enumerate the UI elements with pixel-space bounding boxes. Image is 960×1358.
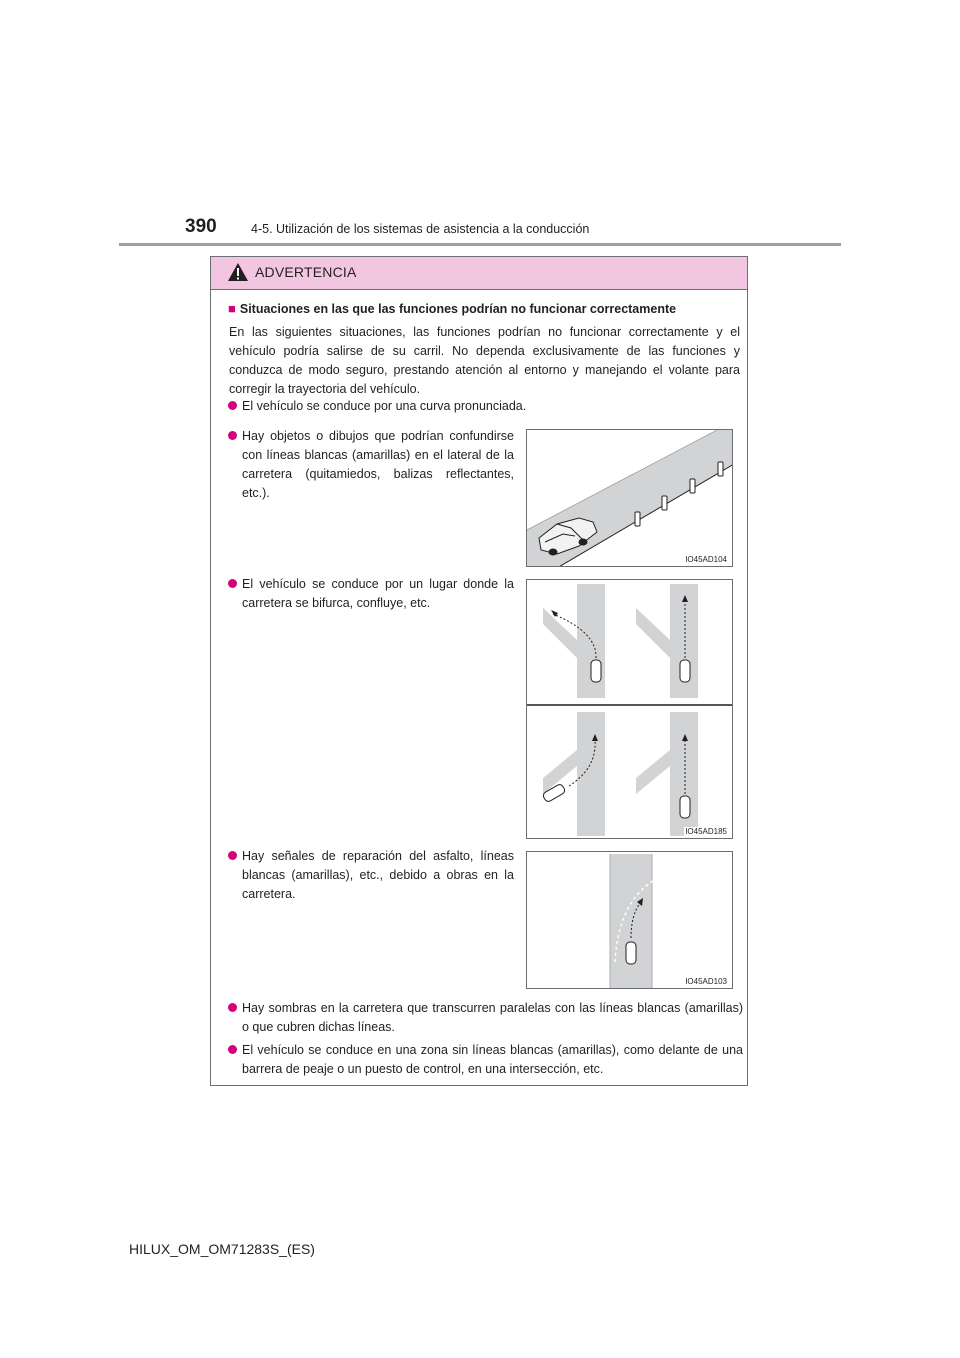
bullet-item (228, 427, 514, 503)
warning-title: ADVERTENCIA (255, 264, 357, 280)
bullet-text: El vehículo se conduce en una zona sin líneas blancas (amarillas), como delante de una barrera de peaje o un puesto de control, en una intersección, etc. (242, 1043, 743, 1076)
figure-road-reflectors (526, 429, 733, 567)
bullet-text: Hay señales de reparación del asfalto, líneas blancas (amarillas), etc., debido a obras en la carretera. (242, 849, 514, 901)
page-number: 390 (185, 216, 217, 237)
bullet-item (228, 575, 514, 613)
section-title: 4-5. Utilización de los sistemas de asistencia a la conducción (251, 222, 590, 236)
warning-box (210, 256, 748, 1086)
bullet-item (228, 1041, 743, 1079)
figure-code: IO45AD103 (685, 977, 727, 986)
bullet-dot-icon (228, 579, 237, 588)
bullet-dot-icon (228, 431, 237, 440)
bullet-dot-icon (228, 851, 237, 860)
warning-header (211, 257, 747, 290)
warning-triangle-icon (227, 262, 249, 282)
footer-doc-code: HILUX_OM_OM71283S_(ES) (129, 1241, 315, 1257)
bullet-text: Hay sombras en la carretera que transcurren paralelas con las líneas blancas (amarillas) o que cubren dichas líneas. (242, 1001, 743, 1034)
bullet-dot-icon (228, 1003, 237, 1012)
subheading (228, 301, 740, 316)
figure-road-repair (526, 851, 733, 989)
bullet-dot-icon (228, 1045, 237, 1054)
bullet-text: El vehículo se conduce por una curva pronunciada. (242, 399, 527, 413)
bullet-item (228, 999, 743, 1037)
figure-code: IO45AD104 (685, 555, 727, 564)
bullet-text: Hay objetos o dibujos que podrían confundirse con líneas blancas (amarillas) en el lateral de la carretera (quitamiedos, balizas reflectantes, etc.). (242, 429, 514, 500)
figure-road-fork (526, 579, 733, 839)
intro-paragraph: En las siguientes situaciones, las funciones podrían no funcionar correctamente y el vehículo podría salirse de su carril. No dependa exclusivamente de las funciones y conduzca de modo seguro, prestando atención al entorno y manejando el volante para corregir la trayectoria del vehículo. (229, 325, 740, 396)
header-rule (119, 243, 841, 246)
bullet-dot-icon (228, 401, 237, 410)
bullet-item (228, 847, 514, 904)
subheading-text: Situaciones en las que las funciones podrían no funcionar correctamente (239, 302, 677, 316)
bullet-text: El vehículo se conduce por un lugar donde la carretera se bifurca, confluye, etc. (242, 577, 514, 610)
square-bullet-icon: ■ (228, 301, 236, 316)
bullet-item (228, 397, 740, 416)
figure-code: IO45AD185 (685, 827, 727, 836)
